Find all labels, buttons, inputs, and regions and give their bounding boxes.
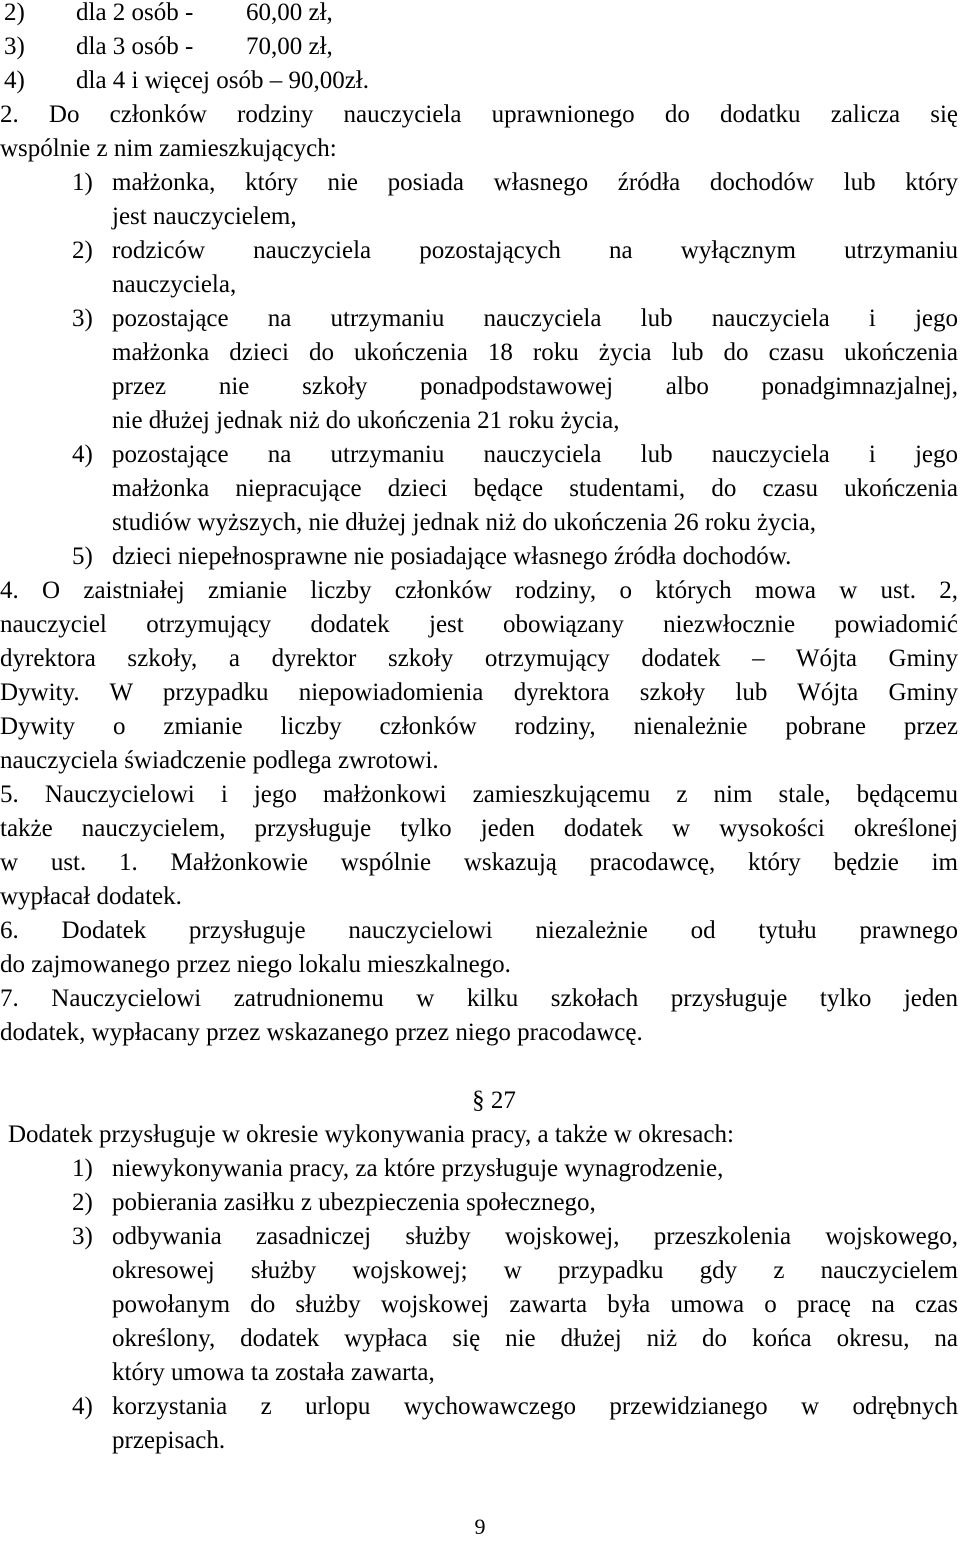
item-text: pozostające na utrzymaniu nauczyciela lub nauczyciela i jego — [112, 305, 958, 332]
item-text: rodziców nauczyciela pozostających na wyłącznym utrzymaniu — [112, 237, 958, 264]
item-number: 3) — [4, 33, 25, 60]
paragraph-5-line: w ust. 1. Małżonkowie wspólnie wskazują pracodawcę, który będzie im — [0, 849, 958, 876]
paragraph-7-line: 7. Nauczycielowi zatrudnionemu w kilku szkołach przysługuje tylko jeden — [0, 985, 958, 1012]
paragraph-4-line: nauczyciel otrzymujący dodatek jest obowiązany niezwłocznie powiadomić — [0, 611, 958, 638]
list-item — [72, 234, 958, 302]
item-text: przez nie szkoły ponadpodstawowej albo ponadgimnazjalnej, — [112, 373, 958, 400]
list-item — [72, 166, 958, 234]
paragraph-5-line: wypłacał dodatek. — [0, 883, 182, 910]
item-number: 5) — [72, 543, 93, 570]
item-text: dzieci niepełnosprawne nie posiadające własnego źródła dochodów. — [112, 543, 792, 570]
item-text: powołanym do służby wojskowej zawarta była umowa o pracę na czas — [112, 1291, 958, 1318]
item-number: 2) — [72, 237, 93, 264]
item-text: małżonka, który nie posiada własnego źródła dochodów lub który — [112, 169, 958, 196]
item-text: małżonka dzieci do ukończenia 18 roku życia lub do czasu ukończenia — [112, 339, 958, 366]
item-amount: 60,00 zł, — [246, 0, 333, 26]
item-number: 2) — [72, 1189, 93, 1216]
item-label: dla 2 osób - — [76, 0, 194, 26]
top-list-item — [0, 64, 958, 98]
item-text: odbywania zasadniczej służby wojskowej, przeszkolenia wojskowego, — [112, 1223, 958, 1250]
item-label: dla 4 i więcej osób – 90,00zł. — [76, 67, 369, 94]
item-text: pobierania zasiłku z ubezpieczenia społecznego, — [112, 1189, 596, 1216]
paragraph-4-line: dyrektora szkoły, a dyrektor szkoły otrzymujący dodatek – Wójta Gminy — [0, 645, 958, 672]
list-item — [72, 1152, 958, 1186]
item-number: 3) — [72, 1223, 93, 1250]
item-text: pozostające na utrzymaniu nauczyciela lub nauczyciela i jego — [112, 441, 958, 468]
paragraph-4-line: Dywity o zmianie liczby członków rodziny, nienależnie pobrane przez — [0, 713, 958, 740]
list-item — [72, 1186, 958, 1220]
paragraph-7-line: dodatek, wypłacany przez wskazanego przez niego pracodawcę. — [0, 1019, 643, 1046]
section-heading: § 27 — [472, 1087, 516, 1114]
paragraph-4-line: Dywity. W przypadku niepowiadomienia dyrektora szkoły lub Wójta Gminy — [0, 679, 958, 706]
item-text: studiów wyższych, nie dłużej jednak niż do ukończenia 26 roku życia, — [112, 509, 816, 536]
item-number: 1) — [72, 169, 93, 196]
list-item — [72, 1390, 958, 1458]
item-label: dla 3 osób - — [76, 33, 194, 60]
paragraph-2-line — [0, 98, 958, 132]
paragraph-text: Do członków rodziny nauczyciela uprawnionego do dodatku zalicza się — [48, 101, 958, 128]
list-item — [72, 302, 958, 438]
item-text: niewykonywania pracy, za które przysługuje wynagrodzenie, — [112, 1155, 724, 1182]
item-number: 2) — [4, 0, 25, 26]
item-text: przepisach. — [112, 1427, 226, 1454]
item-number: 4) — [4, 67, 25, 94]
paragraph-4-line: 4. O zaistniałej zmianie liczby członków rodziny, o których mowa w ust. 2, — [0, 577, 958, 604]
section-intro: Dodatek przysługuje w okresie wykonywania pracy, a także w okresach: — [8, 1121, 734, 1148]
paragraph-5-line: także nauczycielem, przysługuje tylko jeden dodatek w wysokości określonej — [0, 815, 958, 842]
paragraph-4-line: nauczyciela świadczenie podlega zwrotowi. — [0, 747, 439, 774]
item-text: korzystania z urlopu wychowawczego przewidzianego w odrębnych — [112, 1393, 958, 1420]
top-list-item — [0, 30, 958, 64]
item-number: 3) — [72, 305, 93, 332]
paragraph-number: 2. — [0, 101, 19, 128]
item-text: jest nauczycielem, — [112, 203, 297, 230]
item-number: 4) — [72, 1393, 93, 1420]
item-text: który umowa ta została zawarta, — [112, 1359, 435, 1386]
period-list — [0, 1152, 958, 1458]
list-item — [72, 1220, 958, 1390]
page-number: 9 — [474, 1514, 486, 1539]
paragraph-5-line: 5. Nauczycielowi i jego małżonkowi zamieszkującemu z nim stale, będącemu — [0, 781, 958, 808]
paragraph-2-line: wspólnie z nim zamieszkujących: — [0, 135, 337, 162]
item-text: nie dłużej jednak niż do ukończenia 21 roku życia, — [112, 407, 620, 434]
list-item — [72, 438, 958, 540]
member-list — [0, 166, 958, 574]
item-text: określony, dodatek wypłaca się nie dłużej niż do końca okresu, na — [112, 1325, 958, 1352]
item-text: nauczyciela, — [112, 271, 237, 298]
item-number: 4) — [72, 441, 93, 468]
item-text: małżonka niepracujące dzieci będące studentami, do czasu ukończenia — [112, 475, 958, 502]
list-item — [72, 540, 958, 574]
top-list-item — [0, 0, 958, 30]
item-amount: 70,00 zł, — [246, 33, 333, 60]
paragraph-6-line: 6. Dodatek przysługuje nauczycielowi niezależnie od tytułu prawnego — [0, 917, 958, 944]
paragraph-6-line: do zajmowanego przez niego lokalu mieszkalnego. — [0, 951, 511, 978]
item-text: okresowej służby wojskowej; w przypadku gdy z nauczycielem — [112, 1257, 958, 1284]
item-number: 1) — [72, 1155, 93, 1182]
